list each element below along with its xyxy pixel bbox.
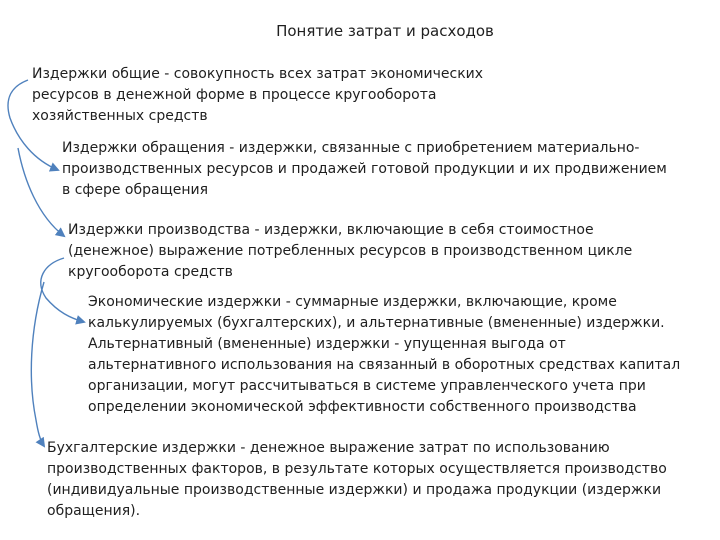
general-costs-definition: Издержки общие - совокупность всех затрат экономических ресурсов в денежной форме в процессе кругооборота хозяйственных средств <box>32 66 484 124</box>
distribution-costs-definition: Издержки обращения - издержки, связанные с приобретением материально- производственных ресурсов и продажей готовой продукции и их продвижением в сфере обращения <box>62 140 667 198</box>
arrow-production-to-accounting <box>31 282 44 446</box>
economic-costs-definition: Экономические издержки - суммарные издержки, включающие, кроме калькулируемых (бухгалтерских), и альтернативные (вмененные) издержки. Альтернативный (вмененные) издержки - упущенная выгода от альтернативного использования на связанный в оборотных средствах капитал организации, могут рассчитываться в системе управленческого учета при определении экономической эффективности собственного производства <box>88 294 681 415</box>
accounting-costs-definition: Бухгалтерские издержки - денежное выражение затрат по использованию производственных факторов, в результате которых осуществляется производство (индивидуальные производственные издержки) и продажа продукции (издержки обращения). <box>47 440 667 519</box>
production-costs-definition: Издержки производства - издержки, включающие в себя стоимостное (денежное) выражение потребленных ресурсов в производственном цикле кругооборота средств <box>68 222 633 280</box>
arrow-general-to-distribution <box>8 80 58 170</box>
page-title: Понятие затрат и расходов <box>276 22 494 40</box>
arrow-production-to-economic <box>41 258 84 322</box>
